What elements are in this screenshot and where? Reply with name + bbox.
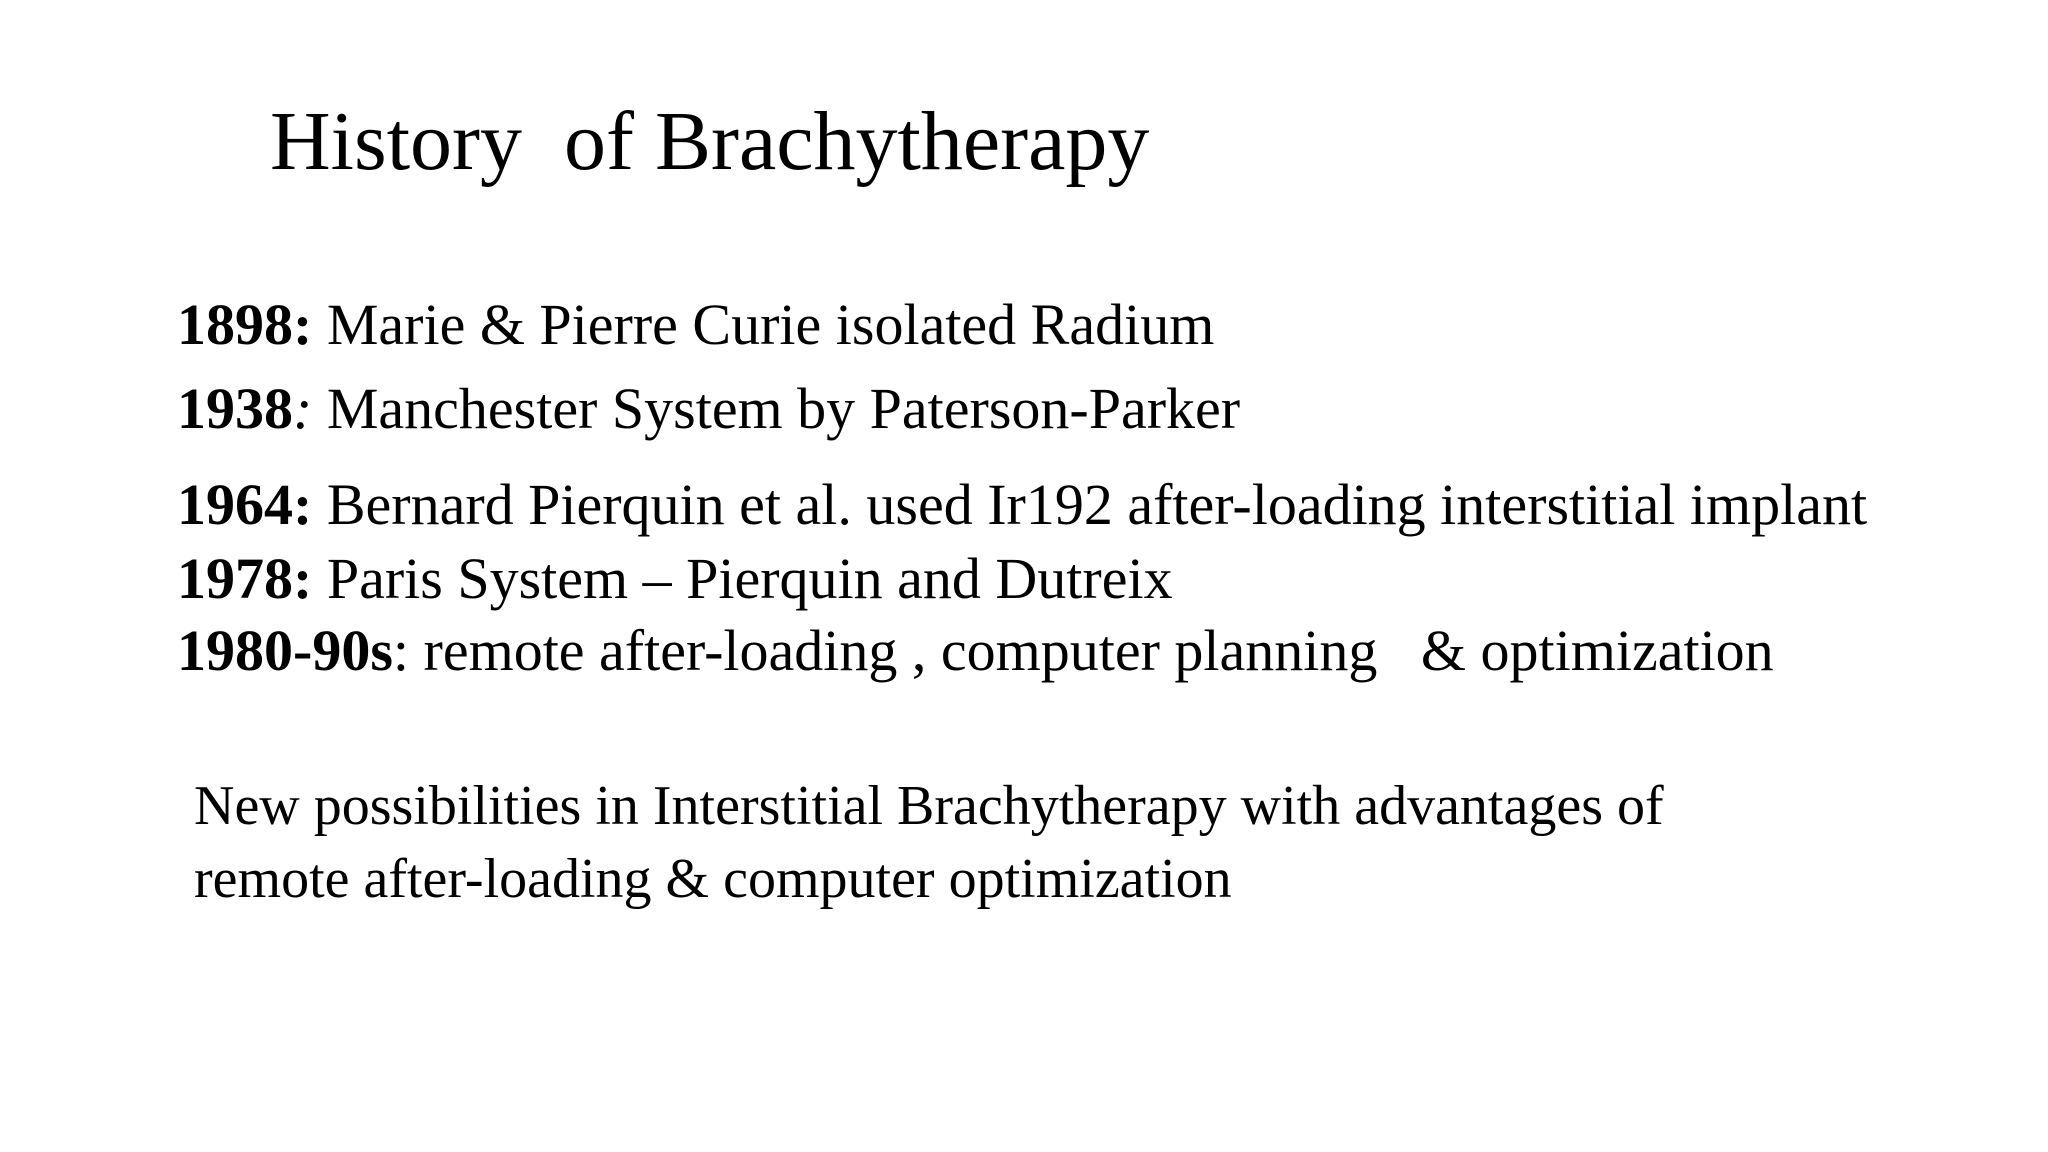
timeline-item-1980-90s	[177, 618, 1774, 683]
timeline-item-1964	[177, 472, 1868, 537]
event-separator: :	[293, 376, 313, 441]
event-separator: :	[392, 618, 410, 683]
event-year: 1964	[177, 472, 293, 537]
slide-title: History of Brachytherapy	[270, 95, 1150, 188]
event-year: 1980-90s	[177, 618, 393, 683]
summary-line-1: New possibilities in Interstitial Brachytherapy with advantages of	[194, 775, 1664, 837]
timeline-item-1898	[177, 292, 1215, 357]
summary-line-2: remote after-loading & computer optimization	[194, 848, 1232, 910]
event-year: 1898	[177, 292, 293, 357]
event-description: Paris System – Pierquin and Dutreix	[312, 546, 1173, 611]
event-description: Marie & Pierre Curie isolated Radium	[312, 292, 1215, 357]
event-description: Bernard Pierquin et al. used Ir192 after-loading interstitial implant	[312, 472, 1868, 537]
summary-paragraph	[194, 770, 1894, 916]
event-year: 1938	[177, 376, 293, 441]
timeline-item-1978	[177, 546, 1173, 611]
event-separator: :	[293, 546, 313, 611]
event-separator: :	[293, 292, 313, 357]
event-description: remote after-loading , computer planning & optimization	[409, 618, 1774, 683]
event-description: Manchester System by Paterson-Parker	[312, 376, 1241, 441]
event-year: 1978	[177, 546, 293, 611]
event-separator: :	[293, 472, 313, 537]
timeline-item-1938	[177, 376, 1241, 441]
